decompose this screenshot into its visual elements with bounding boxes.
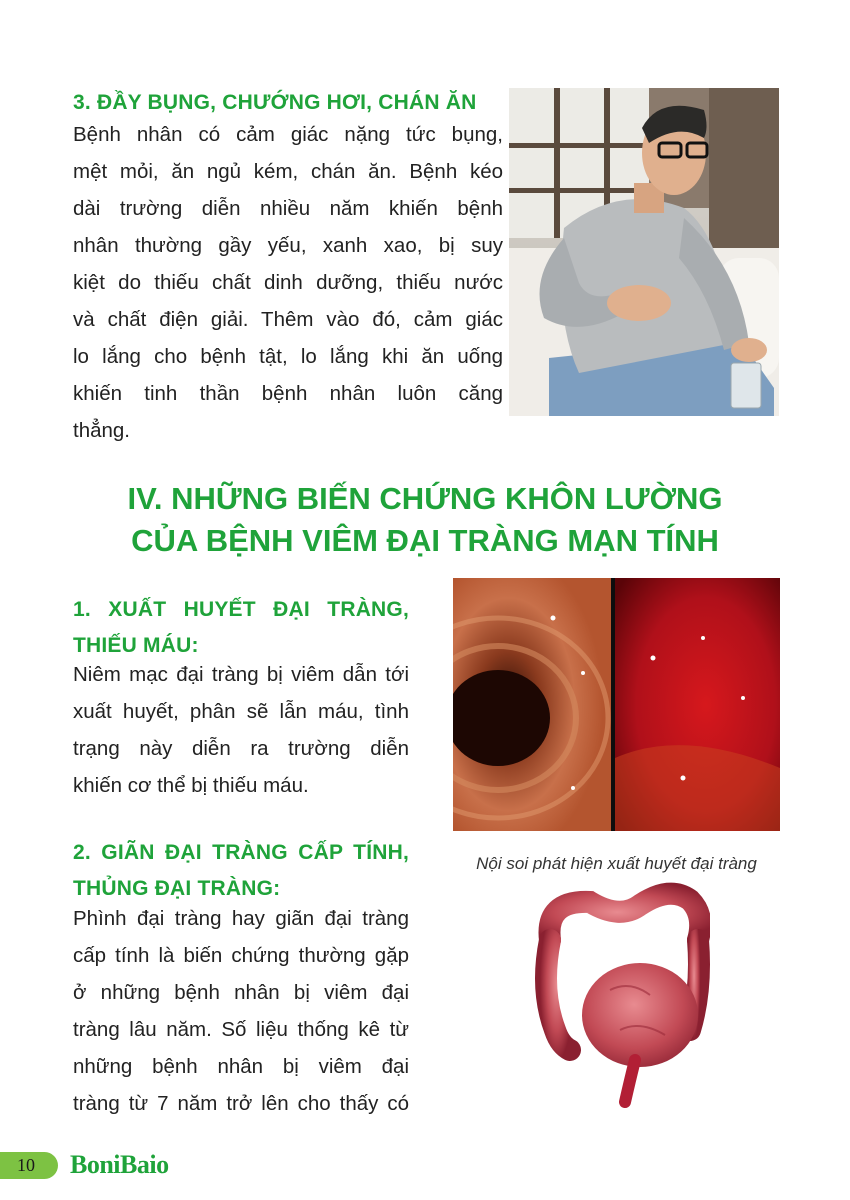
item-1-heading xyxy=(73,592,409,664)
section-3-heading: 3. ĐẦY BỤNG, CHƯỚNG HƠI, CHÁN ĂN xyxy=(73,91,477,114)
section-iv-title xyxy=(60,478,790,562)
heading-line: THỦNG ĐẠI TRÀNG: xyxy=(73,877,281,900)
section-3-paragraph xyxy=(73,116,503,449)
paragraph-line: lo lắng cho bệnh tật, lo lắng khi ăn uống xyxy=(73,345,503,368)
paragraph-line: nhân thường gầy yếu, xanh xao, bị suy xyxy=(73,234,503,257)
item-2-paragraph xyxy=(73,900,409,1122)
man-stomach-pain-photo xyxy=(509,88,779,416)
paragraph-line: ở những bệnh nhân bị viêm đại xyxy=(73,981,409,1004)
endoscopy-caption: Nội soi phát hiện xuất huyết đại tràng xyxy=(476,854,757,873)
item-2-heading xyxy=(73,835,409,907)
title-line: CỦA BỆNH VIÊM ĐẠI TRÀNG MẠN TÍNH xyxy=(131,523,719,558)
page-number: 10 xyxy=(17,1155,35,1175)
paragraph-line: xuất huyết, phân sẽ lẫn máu, tình xyxy=(73,700,409,723)
brand-logo: BoniBaio xyxy=(70,1150,169,1179)
paragraph-line: khiến cơ thể bị thiếu máu. xyxy=(73,774,309,797)
colon-illustration xyxy=(530,880,710,1110)
paragraph-line: Niêm mạc đại tràng bị viêm dẫn tới xyxy=(73,663,409,686)
title-line: IV. NHỮNG BIẾN CHỨNG KHÔN LƯỜNG xyxy=(127,481,723,516)
paragraph-line: khiến tinh thần bệnh nhân luôn căng xyxy=(73,382,503,405)
paragraph-line: kiệt do thiếu chất dinh dưỡng, thiếu nước xyxy=(73,271,503,294)
paragraph-line: những bệnh nhân bị viêm đại xyxy=(73,1055,409,1078)
paragraph-line: Phình đại tràng hay giãn đại tràng xyxy=(73,907,409,930)
paragraph-line: trạng này diễn ra trường diễn xyxy=(73,737,409,760)
paragraph-line: Bệnh nhân có cảm giác nặng tức bụng, xyxy=(73,123,503,146)
heading-line: THIẾU MÁU: xyxy=(73,634,199,657)
paragraph-line: và chất điện giải. Thêm vào đó, cảm giác xyxy=(73,308,503,331)
paragraph-line: tràng lâu năm. Số liệu thống kê từ xyxy=(73,1018,409,1041)
paragraph-line: cấp tính là biến chứng thường gặp xyxy=(73,944,409,967)
heading-line: 2. GIÃN ĐẠI TRÀNG CẤP TÍNH, xyxy=(73,841,409,864)
paragraph-line: mệt mỏi, ăn ngủ kém, chán ăn. Bệnh kéo xyxy=(73,160,503,183)
paragraph-line: thẳng. xyxy=(73,419,130,442)
paragraph-line: dài trường diễn nhiều năm khiến bệnh xyxy=(73,197,503,220)
heading-line: 1. XUẤT HUYẾT ĐẠI TRÀNG, xyxy=(73,598,409,621)
endoscopy-photo xyxy=(453,578,780,831)
paragraph-line: tràng từ 7 năm trở lên cho thấy có xyxy=(73,1092,409,1115)
item-1-paragraph xyxy=(73,656,409,804)
